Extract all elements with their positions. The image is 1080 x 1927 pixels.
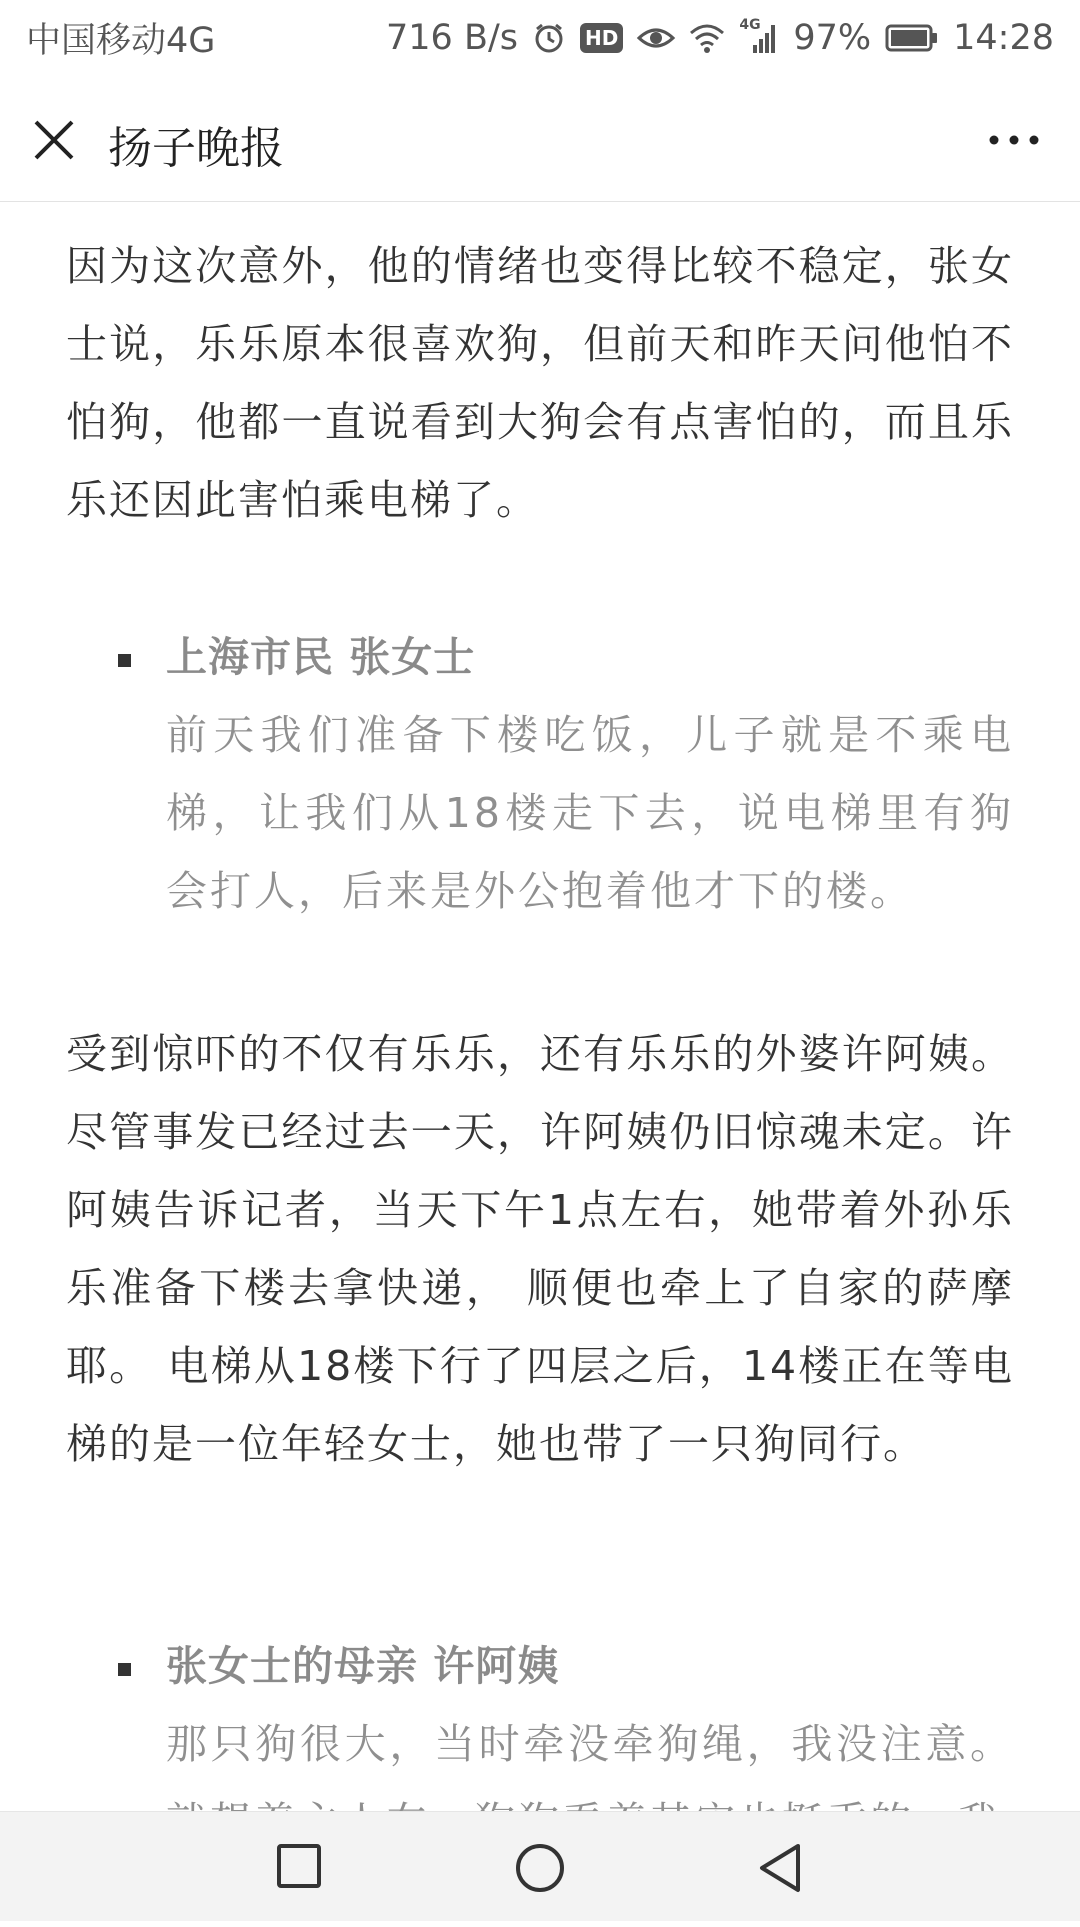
close-button[interactable] — [30, 116, 78, 164]
signal-icon — [739, 17, 779, 55]
alarm-icon — [532, 21, 566, 55]
more-icon — [986, 126, 1042, 154]
home-circle-icon — [514, 1842, 566, 1894]
eye-icon — [637, 24, 675, 52]
battery-percent: 97% — [793, 18, 872, 58]
carrier-label: 中国移动4G — [26, 21, 216, 61]
back-button[interactable] — [756, 1842, 804, 1898]
quote-text: 前天我们准备下楼吃饭，儿子就是不乘电梯，让我们从18楼走下去，说电梯里有狗会打人，后来是外公抱着他才下的楼。 — [166, 711, 1014, 915]
network-type-label: 4G — [739, 17, 761, 33]
more-options-button[interactable] — [986, 126, 1042, 154]
quote-speaker: 张女士的母亲 许阿姨 — [166, 1642, 560, 1690]
nav-bar — [0, 76, 1080, 202]
bullet-icon — [118, 1663, 131, 1676]
page-title: 扬子晚报 — [108, 123, 284, 174]
article-paragraph-1: 因为这次意外，他的情绪也变得比较不稳定，张女士说，乐乐原本很喜欢狗，但前天和昨天问他怕不怕狗，他都一直说看到大狗会有点害怕的，而且乐乐还因此害怕乘电梯了。 — [66, 242, 1014, 524]
quote-text: 那只狗很大，当时牵没牵狗绳，我没注意。 — [166, 1720, 1014, 1768]
clock-time: 14:28 — [953, 18, 1054, 58]
recents-square-icon — [275, 1842, 323, 1890]
back-triangle-icon — [756, 1842, 804, 1894]
article-paragraph-2: 受到惊吓的不仅有乐乐，还有乐乐的外婆许阿姨。尽管事发已经过去一天，许阿姨仍旧惊魂未定。许阿姨告诉记者，当天下午1点左右，她带着外孙乐乐准备下楼去拿快递， 顺便也牵上了自家的萨摩耶。 电梯从18楼下行了四层之后，14楼正在等电梯的是一位年轻女士，她也带了一只狗同行。 — [66, 1030, 1014, 1468]
article-body[interactable] — [0, 203, 1080, 1811]
network-speed: 716 B/s — [386, 18, 518, 58]
recents-button[interactable] — [275, 1842, 323, 1894]
bullet-icon — [118, 654, 131, 667]
quote-speaker: 上海市民 张女士 — [166, 633, 476, 681]
battery-icon — [885, 24, 939, 52]
wifi-icon — [689, 23, 725, 53]
hd-icon: HD — [580, 23, 623, 53]
close-icon — [30, 116, 78, 164]
home-button[interactable] — [514, 1842, 566, 1898]
status-indicators — [386, 18, 1054, 58]
quote-block-1 — [118, 618, 1014, 938]
status-bar — [0, 0, 1080, 76]
system-navigation-bar — [0, 1811, 1080, 1921]
